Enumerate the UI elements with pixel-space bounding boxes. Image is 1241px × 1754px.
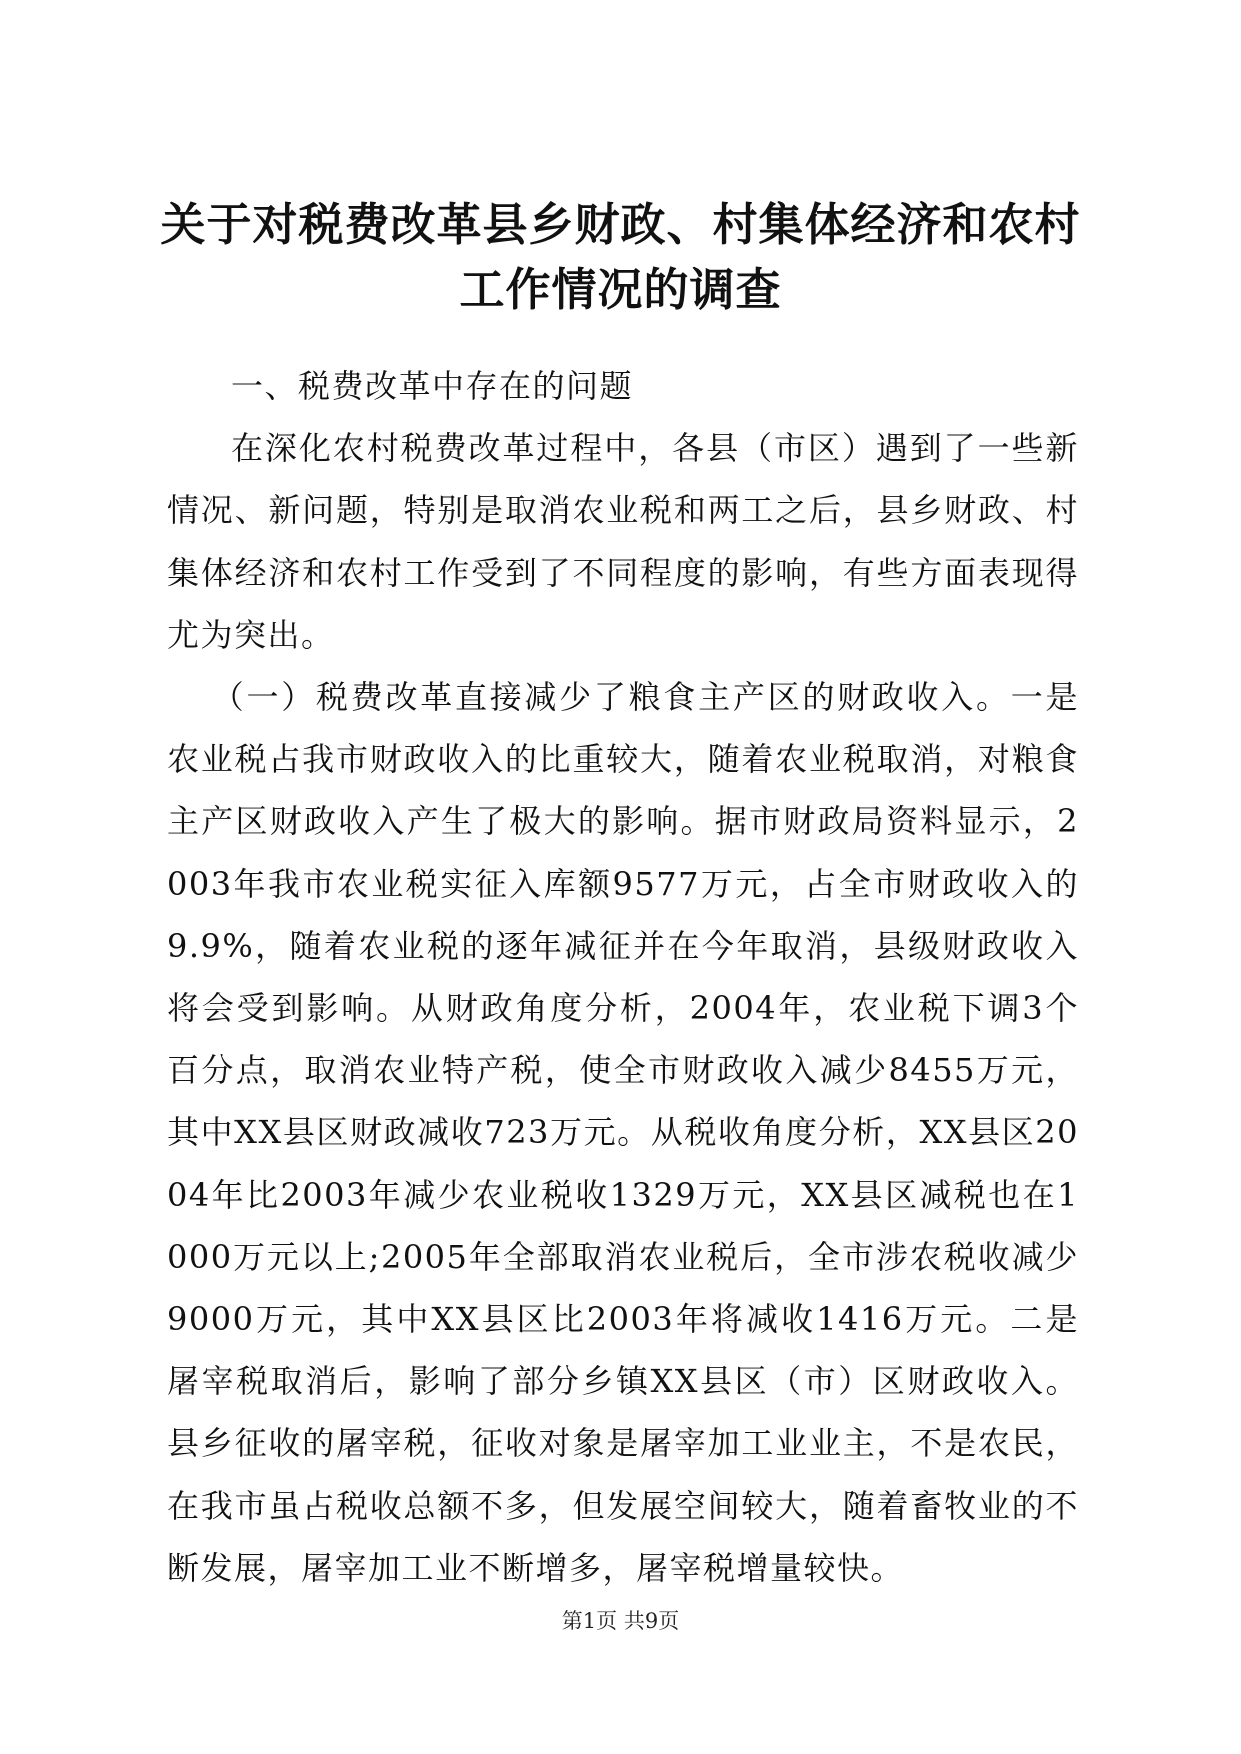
document-title: 关于对税费改革县乡财政、村集体经济和农村工作情况的调查 [160, 198, 1081, 316]
paragraph-fiscal-revenue: （一）税费改革直接减少了粮食主产区的财政收入。一是农业税占我市财政收入的比重较大，随着农业税取消，对粮食主产区财政收入产生了极大的影响。据市财政局资料显示，2003年我市农业税实征入库额9577万元，占全市财政收入的9.9%，随着农业税的逐年减征并在今年取消，县级财政收入将会受到影响。从财政角度分析，2004年，农业税下调3个百分点，取消农业特产税，使全市财政收入减少8455万元，其中XX县区财政减收723万元。从税收角度分析，XX县区2004年比2003年减少农业税收1329万元，XX县区减税也在1000万元以上;2005年全部取消农业税后，全市涉农税收减少9000万元，其中XX县区比2003年将减收1416万元。二是屠宰税取消后，影响了部分乡镇XX县区（市）区财政收入。县乡征收的屠宰税，征收对象是屠宰加工业业主，不是农民，在我市虽占税收总额不多，但发展空间较大，随着畜牧业的不断发展，屠宰加工业不断增多，屠宰税增量较快。 [167, 678, 1079, 1587]
page-number-footer: 第1页 共9页 [561, 1609, 680, 1633]
paragraph-intro: 在深化农村税费改革过程中，各县（市区）遇到了一些新情况、新问题，特别是取消农业税和两工之后，县乡财政、村集体经济和农村工作受到了不同程度的影响，有些方面表现得尤为突出。 [167, 429, 1079, 654]
document-body [167, 355, 1079, 1599]
section-heading: 一、税费改革中存在的问题 [231, 367, 634, 405]
